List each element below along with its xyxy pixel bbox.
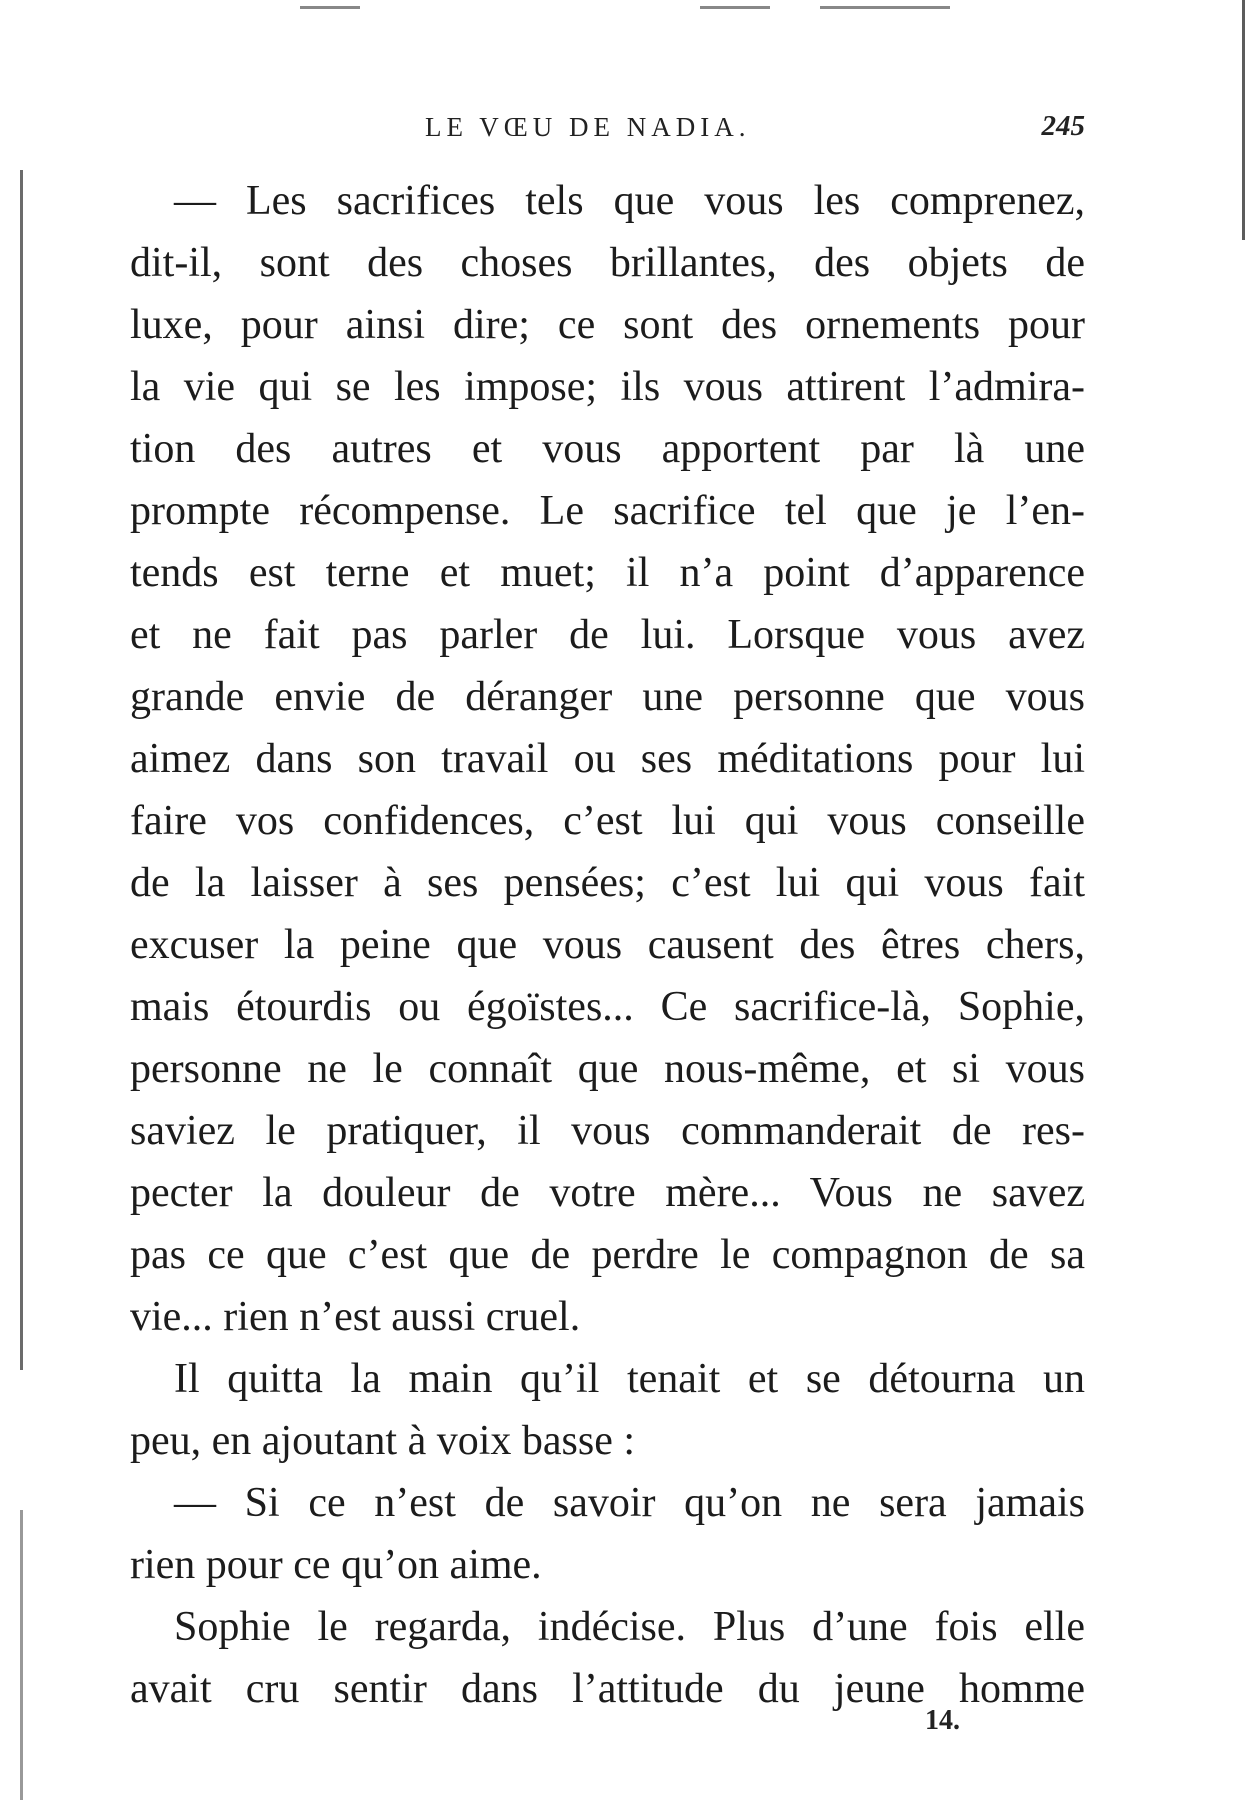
signature-mark: 14. xyxy=(925,1705,960,1736)
scan-artifact xyxy=(820,6,950,9)
scan-page-edge xyxy=(20,1510,29,1800)
text-line: rien pour ce qu’on aime. xyxy=(130,1542,542,1588)
scan-artifact xyxy=(300,6,360,9)
page-header xyxy=(425,112,1085,156)
text-line: prompte récompense. Le sacrifice tel que je l’en- xyxy=(130,488,1085,534)
text-line: personne ne le connaît que nous-même, et si vous xyxy=(130,1046,1085,1092)
running-title: LE VŒU DE NADIA. xyxy=(425,112,751,142)
text-line: tends est terne et muet; il n’a point d’apparence xyxy=(130,550,1085,596)
text-line: faire vos confidences, c’est lui qui vous conseille xyxy=(130,798,1085,844)
text-line: Il quitta la main qu’il tenait et se détourna un xyxy=(174,1356,1085,1402)
text-line: luxe, pour ainsi dire; ce sont des ornements pour xyxy=(130,302,1085,348)
text-line: peu, en ajoutant à voix basse : xyxy=(130,1418,636,1464)
text-line: — Les sacrifices tels que vous les comprenez, xyxy=(174,178,1085,224)
text-line: Sophie le regarda, indécise. Plus d’une fois elle xyxy=(174,1604,1085,1650)
text-line: saviez le pratiquer, il vous commanderait de res- xyxy=(130,1108,1085,1154)
page-number: 245 xyxy=(1041,110,1085,142)
text-line: aimez dans son travail ou ses méditations pour lui xyxy=(130,736,1085,782)
text-line: dit-il, sont des choses brillantes, des objets de xyxy=(130,240,1085,286)
text-line: — Si ce n’est de savoir qu’on ne sera jamais xyxy=(174,1480,1085,1526)
scan-page-edge xyxy=(1238,0,1245,240)
text-line: excuser la peine que vous causent des êtres chers, xyxy=(130,922,1085,968)
text-line: de la laisser à ses pensées; c’est lui qui vous fait xyxy=(130,860,1085,906)
text-line: la vie qui se les impose; ils vous attirent l’admira- xyxy=(130,364,1085,410)
text-line: tion des autres et vous apportent par là une xyxy=(130,426,1085,472)
text-line: pecter la douleur de votre mère... Vous ne savez xyxy=(130,1170,1085,1216)
scan-page-edge xyxy=(20,170,31,1370)
text-line: pas ce que c’est que de perdre le compagnon de sa xyxy=(130,1232,1085,1278)
text-line: mais étourdis ou égoïstes... Ce sacrifice-là, Sophie, xyxy=(130,984,1085,1030)
body-text xyxy=(130,170,1085,1720)
text-line: grande envie de déranger une personne que vous xyxy=(130,674,1085,720)
scan-artifact xyxy=(700,6,770,9)
text-line: et ne fait pas parler de lui. Lorsque vous avez xyxy=(130,612,1085,658)
text-line: avait cru sentir dans l’attitude du jeune homme xyxy=(130,1666,1085,1712)
text-line: vie... rien n’est aussi cruel. xyxy=(130,1294,581,1340)
